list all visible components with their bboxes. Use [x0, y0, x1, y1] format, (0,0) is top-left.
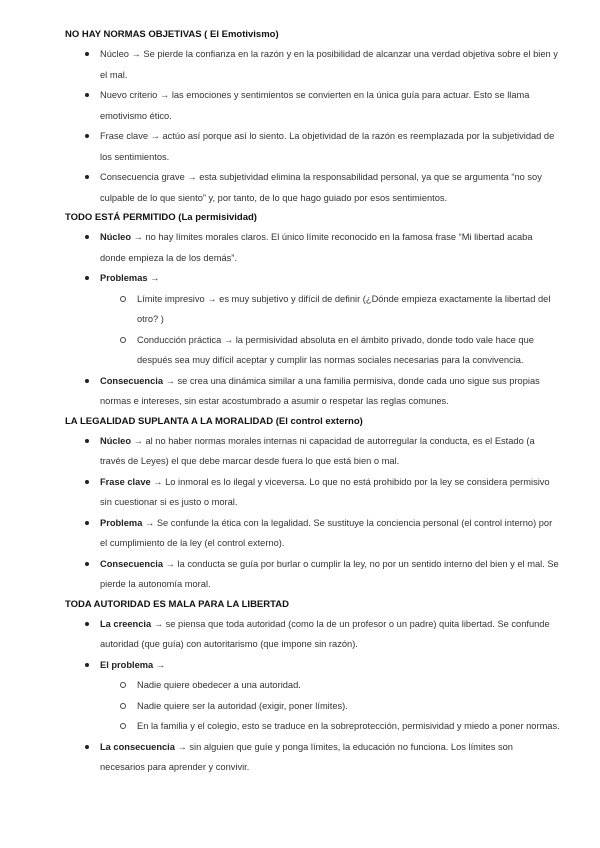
list-item — [100, 126, 560, 167]
sub-list-item: Nadie quiere ser la autoridad (exigir, poner límites). — [137, 696, 563, 717]
bullet-list — [0, 614, 600, 778]
sub-list-item: Conducción práctica → la permisividad absoluta en el ámbito privado, donde todo vale hace que después sea muy difícil aceptar y cumplir las normas sociales necesarias para la convivencia. — [137, 330, 563, 371]
list-item — [100, 737, 560, 778]
item-text: → — [153, 659, 166, 670]
item-text: → Se confunde la ética con la legalidad. Se sustituye la conciencia personal (el control interno) por el cumplimiento de la ley (el control externo). — [100, 517, 553, 548]
item-label: Frase clave — [100, 476, 151, 487]
item-text: → la conducta se guía por burlar o cumplir la ley, no por un sentido interno del bien y el mal. Se pierde la autonomía moral. — [100, 558, 559, 589]
list-item — [100, 227, 560, 268]
list-item — [100, 85, 560, 126]
item-label: Núcleo — [100, 232, 131, 242]
list-item — [100, 268, 560, 289]
section-heading: NO HAY NORMAS OBJETIVAS ( El Emotivismo) — [65, 29, 279, 40]
bullet-list — [0, 431, 600, 595]
item-label: La consecuencia — [100, 741, 175, 752]
item-text: → sin alguien que guíe y ponga límites, la educación no funciona. Los límites son necesarios para aprender y convivir. — [100, 741, 513, 772]
section-heading: LA LEGALIDAD SUPLANTA A LA MORALIDAD (El control externo) — [65, 415, 363, 427]
bullet-list — [0, 227, 600, 412]
bullet-list — [0, 44, 600, 208]
item-text: → — [147, 273, 160, 283]
sub-list-item: Nadie quiere obedecer a una autoridad. — [137, 675, 563, 696]
list-item — [100, 614, 560, 655]
section-heading: TODA AUTORIDAD ES MALA PARA LA LIBERTAD — [65, 598, 289, 610]
list-item — [100, 431, 560, 472]
list-item — [100, 472, 560, 513]
item-label: El problema — [100, 659, 154, 670]
item-text: → Lo inmoral es lo ilegal y viceversa. Lo que no está prohibido por la ley se considera permisivo sin cuestionar si es justo o moral. — [100, 476, 550, 507]
item-label: La creencia — [100, 618, 152, 629]
item-text: → no hay límites morales claros. El único límite reconocido en la famosa frase “Mi libertad acaba donde empieza la de los demás”. — [100, 232, 533, 263]
item-text: Nuevo criterio → las emociones y sentimientos se convierten en la única guía para actuar. Esto se llama emotivismo ético. — [100, 90, 530, 121]
sub-list-item: En la familia y el colegio, esto se traduce en la sobreprotección, permisividad y miedo a poner normas. — [137, 716, 563, 737]
item-text: → se crea una dinámica similar a una familia permisiva, donde cada uno sigue sus propias normas e intereses, sin estar acostumbrado a asumir o respetar las reglas comunes. — [100, 375, 540, 406]
item-text: Núcleo → Se pierde la confianza en la razón y en la posibilidad de alcanzar una verdad objetiva sobre el bien y el mal. — [100, 49, 558, 80]
item-label: Núcleo — [100, 435, 131, 446]
item-text: → se piensa que toda autoridad (como la de un profesor o un padre) quita libertad. Se confunde autoridad (que guía) con autoritarismo (que impone sin razón). — [100, 618, 550, 649]
list-item — [100, 371, 560, 412]
section-heading: TODO ESTÁ PERMITIDO (La permisividad) — [65, 212, 257, 223]
sub-list-item: Límite impresivo → es muy subjetivo y difícil de definir (¿Dónde empieza exactamente la libertad del otro? ) — [137, 289, 563, 330]
item-text: Frase clave → actúo así porque así lo siento. La objetividad de la razón es reemplazada por la subjetividad de los sentimientos. — [100, 131, 555, 162]
item-text: → al no haber normas morales internas ni capacidad de autorregular la conducta, es el Estado (a través de Leyes) el que debe marcar desde fuera lo que está bien o mal. — [100, 435, 535, 466]
list-item — [100, 513, 560, 554]
item-text: Consecuencia grave → esta subjetividad elimina la responsabilidad personal, ya que se argumenta “no soy culpable de lo que siento” y, por tanto, de lo que hago guiado por esos sentimientos. — [100, 172, 542, 203]
list-item — [100, 167, 560, 208]
item-label: Consecuencia — [100, 375, 164, 386]
list-item — [100, 655, 560, 676]
item-label: Problema — [100, 517, 143, 528]
list-item — [100, 554, 560, 595]
item-label: Problemas — [100, 273, 148, 283]
item-label: Consecuencia — [100, 558, 164, 569]
list-item — [100, 44, 560, 85]
